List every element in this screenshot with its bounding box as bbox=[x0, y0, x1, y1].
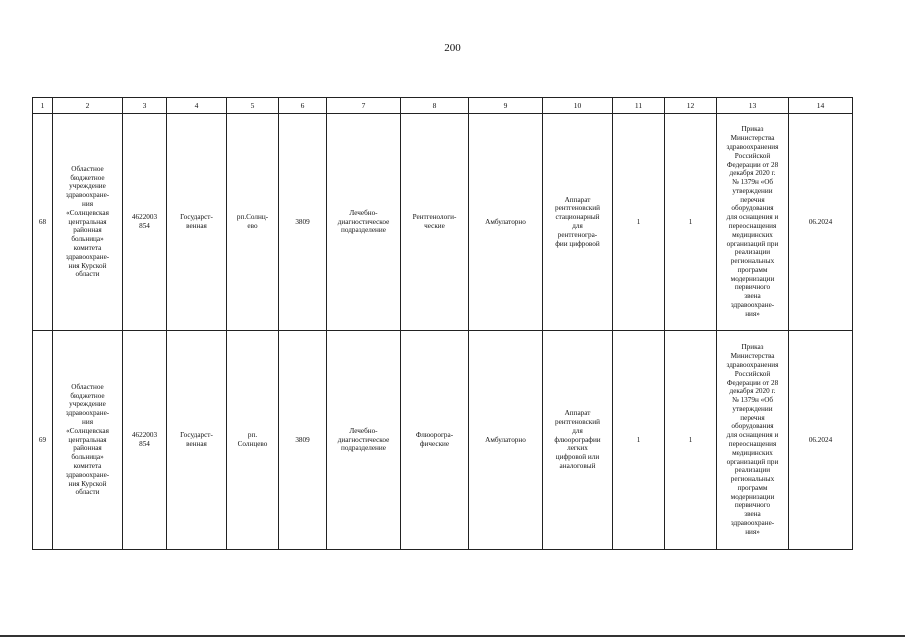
basis-cell: Приказ Министерства здравоохранения Российской Федерации от 28 декабря 2020 г. № 1379н «Об утверждении перечня оборудования для оснащения и переоснащения медицинских организаций при реализации региональных программ модернизации первичного звена здравоохране- ния» bbox=[717, 114, 789, 331]
quantity-cell: 1 bbox=[613, 114, 665, 331]
basis-cell: Приказ Министерства здравоохранения Российской Федерации от 28 декабря 2020 г. № 1379н «Об утверждении перечня оборудования для оснащения и переоснащения медицинских организаций при реализации региональных программ модернизации первичного звена здравоохране- ния» bbox=[717, 331, 789, 550]
header-cell: 5 bbox=[227, 98, 279, 114]
equipment-cell: Аппарат рентгеновский стационарный для рентгеногра- фии цифровой bbox=[543, 114, 613, 331]
row-number-cell: 69 bbox=[33, 331, 53, 550]
page-bottom-rule bbox=[0, 635, 905, 637]
header-cell: 6 bbox=[279, 98, 327, 114]
table-row bbox=[33, 114, 853, 331]
quantity-cell: 1 bbox=[665, 114, 717, 331]
number-cell: 3809 bbox=[279, 331, 327, 550]
ownership-cell: Государст- венная bbox=[167, 331, 227, 550]
quantity-cell: 1 bbox=[665, 331, 717, 550]
header-cell: 10 bbox=[543, 98, 613, 114]
header-cell: 14 bbox=[789, 98, 853, 114]
header-cell: 9 bbox=[469, 98, 543, 114]
header-cell: 11 bbox=[613, 98, 665, 114]
department-cell: Флюорогра- фические bbox=[401, 331, 469, 550]
header-cell: 13 bbox=[717, 98, 789, 114]
quantity-cell: 1 bbox=[613, 331, 665, 550]
row-number-cell: 68 bbox=[33, 114, 53, 331]
locality-cell: рп.Солнц- ево bbox=[227, 114, 279, 331]
equipment-table bbox=[32, 97, 853, 550]
header-cell: 3 bbox=[123, 98, 167, 114]
organization-cell: Областное бюджетное учреждение здравоохране- ния «Солнцевская центральная районная больница» комитета здравоохране- ния Курской области bbox=[53, 114, 123, 331]
department-cell: Рентгенологи- ческие bbox=[401, 114, 469, 331]
unit-cell: Лечебно- диагностическое подразделение bbox=[327, 331, 401, 550]
code-cell: 4622003 854 bbox=[123, 114, 167, 331]
header-cell: 4 bbox=[167, 98, 227, 114]
header-row bbox=[33, 98, 853, 114]
header-cell: 2 bbox=[53, 98, 123, 114]
header-cell: 12 bbox=[665, 98, 717, 114]
header-cell: 1 bbox=[33, 98, 53, 114]
conditions-cell: Амбулаторно bbox=[469, 114, 543, 331]
date-cell: 06.2024 bbox=[789, 331, 853, 550]
organization-cell: Областное бюджетное учреждение здравоохране- ния «Солнцевская центральная районная больница» комитета здравоохране- ния Курской области bbox=[53, 331, 123, 550]
header-cell: 8 bbox=[401, 98, 469, 114]
unit-cell: Лечебно- диагностическое подразделение bbox=[327, 114, 401, 331]
locality-cell: рп. Солнцево bbox=[227, 331, 279, 550]
table-row bbox=[33, 331, 853, 550]
equipment-cell: Аппарат рентгеновский для флюорографии легких цифровой или аналоговый bbox=[543, 331, 613, 550]
page-number: 200 bbox=[444, 42, 461, 54]
header-cell: 7 bbox=[327, 98, 401, 114]
code-cell: 4622003 854 bbox=[123, 331, 167, 550]
date-cell: 06.2024 bbox=[789, 114, 853, 331]
number-cell: 3809 bbox=[279, 114, 327, 331]
ownership-cell: Государст- венная bbox=[167, 114, 227, 331]
conditions-cell: Амбулаторно bbox=[469, 331, 543, 550]
